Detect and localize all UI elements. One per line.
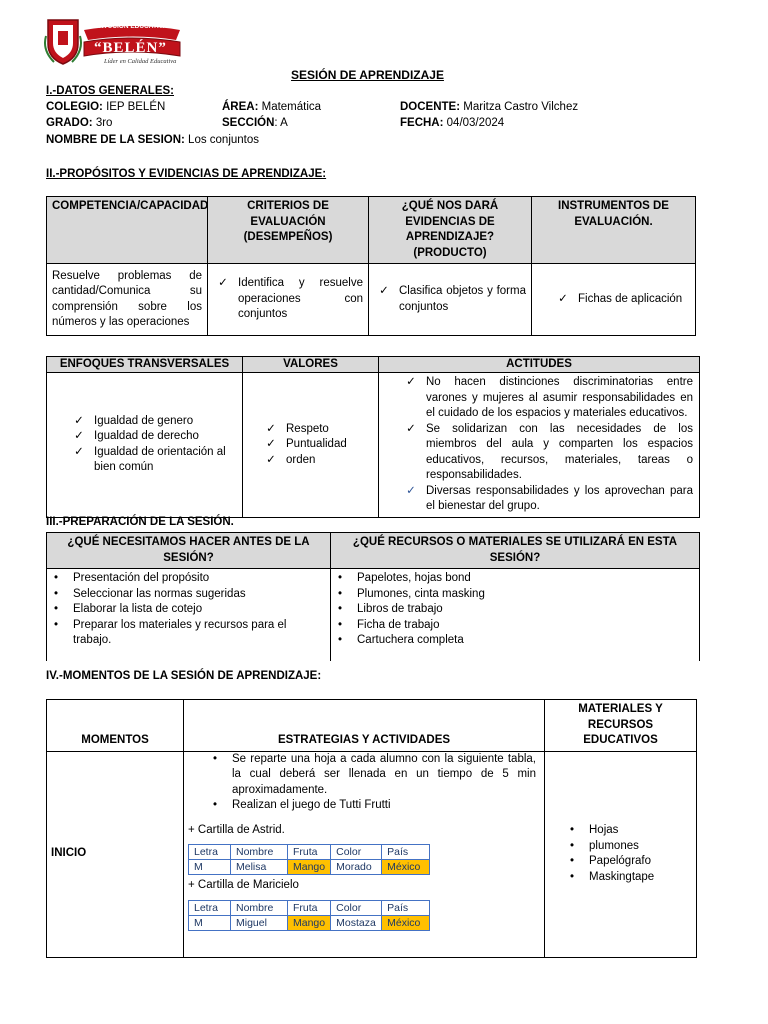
check-icon: ✓ (218, 277, 228, 290)
school-logo (44, 14, 198, 70)
col-competencia: COMPETENCIA/CAPACIDAD (47, 197, 208, 264)
check-icon: ✓ (74, 430, 84, 443)
bullet-icon: • (337, 634, 343, 646)
cartilla2-title: + Cartilla de Maricielo (188, 879, 299, 891)
col-materiales: MATERIALES Y RECURSOS EDUCATIVOS (545, 700, 697, 752)
check-icon: ✓ (74, 414, 84, 427)
bullet-icon: • (212, 752, 218, 765)
bullet-icon: • (337, 603, 343, 615)
col-criterios: CRITERIOS DE EVALUACIÓN (DESEMPEÑOS) (208, 197, 369, 264)
bullet-icon: • (569, 870, 575, 883)
preparacion-table (46, 532, 700, 661)
check-icon: ✓ (74, 445, 84, 458)
docente-field: DOCENTE: Maritza Castro Vilchez (400, 101, 579, 113)
bullet-icon: • (569, 824, 575, 836)
bullet-icon: • (53, 603, 59, 615)
check-icon: ✓ (406, 376, 416, 388)
check-icon: ✓ (266, 422, 276, 435)
logo-top-text: INSTITUCIÓN EDUCATIVA PRIVADA (87, 23, 198, 30)
col-estrategias: ESTRATEGIAS Y ACTIVIDADES (184, 700, 545, 752)
col-recursos: ¿QUÉ RECURSOS O MATERIALES SE UTILIZARÁ EN ESTA SESIÓN? (331, 533, 700, 569)
bullet-icon: • (337, 587, 343, 600)
fecha-field: FECHA: 04/03/2024 (400, 117, 505, 129)
competencia-cell: Resuelve problemas de cantidad/Comunica su comprensión sobre los números y las operaciones (47, 264, 208, 336)
bullet-icon: • (212, 799, 218, 811)
momento-inicio: INICIO (47, 751, 184, 957)
bullet-icon: • (569, 855, 575, 867)
col-enfoques: ENFOQUES TRANSVERSALES (47, 357, 243, 373)
nombre-sesion-field: NOMBRE DE LA SESION: Los conjuntos (46, 134, 260, 146)
producto-cell: ✓ Clasifica objetos y forma conjuntos (369, 264, 532, 336)
recursos-cell: • Papelotes, hojas bond • Plumones, cinta masking • Libros de trabajo • Ficha de trabajo • Cartuchera completa (331, 569, 700, 661)
col-actitudes: ACTITUDES (379, 357, 700, 373)
col-producto: ¿QUÉ NOS DARÁ EVIDENCIAS DE APRENDIZAJE? (PRODUCTO) (369, 197, 532, 264)
instrumento-cell: ✓ Fichas de aplicación (532, 264, 696, 336)
col-valores: VALORES (243, 357, 379, 373)
section-preparacion-heading: III.-PREPARACIÓN DE LA SESIÓN. (46, 516, 234, 528)
valores-cell: ✓ Respeto ✓ Puntualidad ✓ orden (243, 373, 379, 518)
bullet-icon: • (337, 618, 343, 631)
colegio-field: COLEGIO: IEP BELÉN (46, 101, 166, 113)
check-icon: ✓ (379, 285, 389, 297)
col-antes: ¿QUÉ NECESITAMOS HACER ANTES DE LA SESIÓN? (47, 533, 331, 569)
estrategias-cell: • Se reparte una hoja a cada alumno con la siguiente tabla, la cual deberá ser llenada en un tiempo de 5 min aproximadamente. • Realizan el juego de Tutti Frutti + Cartilla de Astrid. Letra Nombre Fruta Color País M Melisa Mango Morado México + Cartilla de Maricielo Letra Nombre Fruta Color País M Miguel Mango Mostaza México (184, 751, 545, 957)
logo-slogan: Líder en Calidad Educativa (104, 58, 177, 65)
check-icon: ✓ (406, 484, 416, 497)
check-icon: ✓ (406, 422, 416, 435)
criterio-cell: ✓ Identifica y resuelve operaciones con conjuntos (208, 264, 369, 336)
col-instrumentos: INSTRUMENTOS DE EVALUACIÓN. (532, 197, 696, 264)
grado-field: GRADO: 3ro (46, 117, 113, 129)
check-icon: ✓ (266, 438, 276, 450)
logo-name: “BELÉN” (94, 40, 167, 56)
cartilla2-table: Letra Nombre Fruta Color País M Miguel Mango Mostaza México (188, 900, 430, 931)
check-icon: ✓ (266, 453, 276, 466)
actitudes-cell: ✓ No hacen distinciones discriminatorias entre varones y mujeres al asumir responsabilidades en el cuidado de los espacios y materiales educativos. ✓ Se solidarizan con las necesidades de los miembros del aula y comparten los espacios educativos, recursos, materiales, tareas o responsabilidades. ✓ Diversas responsabilidades y los aprovechan para el bienestar del grupo. (379, 373, 700, 518)
seccion-field: SECCIÓN: A (222, 117, 288, 129)
cartilla1-table: Letra Nombre Fruta Color País M Melisa Mango Morado México (188, 844, 430, 875)
col-momentos: MOMENTOS (47, 700, 184, 752)
momentos-table (46, 699, 697, 958)
bullet-icon: • (53, 572, 59, 584)
check-icon: ✓ (558, 292, 568, 305)
bullet-icon: • (569, 839, 575, 852)
document-title: SESIÓN DE APRENDIZAJE (291, 68, 444, 82)
enfoques-table (46, 356, 700, 518)
antes-cell: • Presentación del propósito • Seleccionar las normas sugeridas • Elaborar la lista de cotejo • Preparar los materiales y recursos para el trabajo. (47, 569, 331, 661)
bullet-icon: • (337, 572, 343, 584)
bullet-icon: • (53, 587, 59, 600)
section-propositos-heading: II.-PROPÓSITOS Y EVIDENCIAS DE APRENDIZAJE: (46, 168, 327, 180)
materiales-cell: • Hojas • plumones • Papelógrafo • Maskingtape (545, 751, 697, 957)
cartilla1-title: + Cartilla de Astrid. (188, 823, 285, 836)
section-momentos-heading: IV.-MOMENTOS DE LA SESIÓN DE APRENDIZAJE: (46, 670, 322, 682)
section-datos-heading: I.-DATOS GENERALES: (46, 85, 174, 97)
area-field: ÁREA: Matemática (222, 101, 322, 113)
propositos-table (46, 196, 696, 336)
enfoques-cell: ✓ Igualdad de genero ✓ Igualdad de derecho ✓ Igualdad de orientación al bien común (47, 373, 243, 518)
bullet-icon: • (53, 618, 59, 631)
